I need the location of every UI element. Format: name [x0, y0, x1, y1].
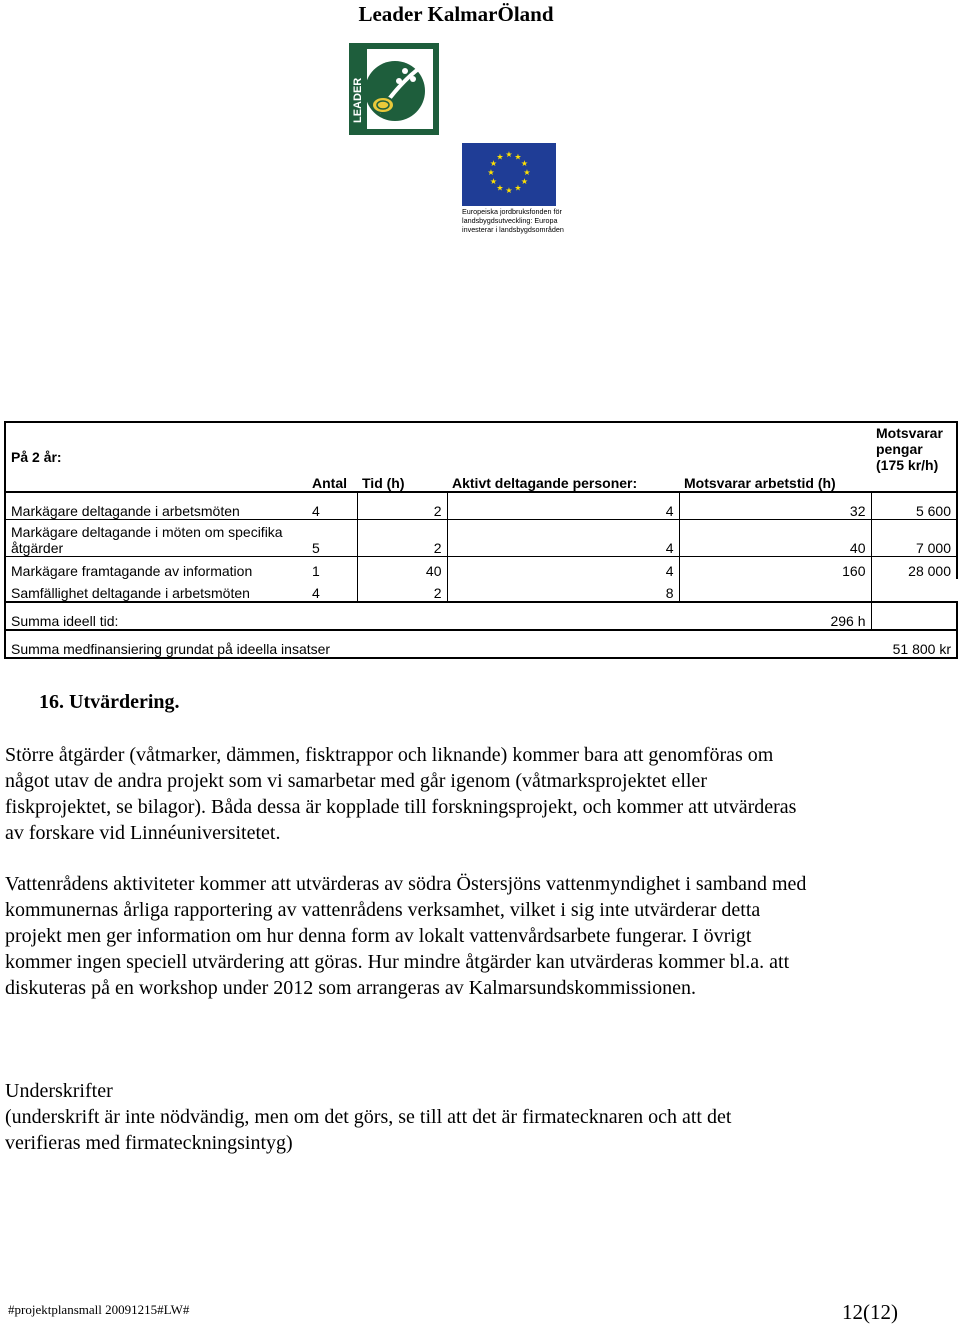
- table-header-row: [5, 422, 957, 492]
- header-tid: Tid (h): [357, 422, 447, 492]
- eu-flag-icon: [462, 143, 556, 206]
- row-label: Markägare deltagande i arbetsmöten: [5, 492, 307, 520]
- header-deltagande: Aktivt deltagande personer:: [447, 422, 679, 492]
- cell-pengar: 5 600: [871, 492, 957, 520]
- table-row: [5, 492, 957, 520]
- leader-logo-text: LEADER: [352, 77, 364, 123]
- eu-caption-line: investerar i landsbygdsområden: [462, 224, 564, 234]
- svg-text:★: ★: [520, 177, 529, 186]
- cell-deltagande: 4: [447, 520, 679, 557]
- text-line: av forskare vid Linnéuniversitetet.: [5, 822, 281, 844]
- svg-text:★: ★: [496, 183, 504, 193]
- text-line: verifieras med firmateckningsintyg): [5, 1132, 293, 1154]
- svg-text:★: ★: [487, 168, 495, 177]
- text-line: fiskprojektet, se bilagor). Båda dessa är kopplade till forskningsprojekt, och kommer att utvärderas: [5, 796, 797, 818]
- eu-caption-line: landsbygdsutveckling: Europa: [462, 215, 558, 225]
- text-line: kommunernas årliga rapportering av vattenrådens verksamhet, vilket i sig inte utvärderar detta: [5, 899, 761, 921]
- cell-arbetstid: 32: [679, 492, 871, 520]
- table-row: [5, 579, 957, 602]
- header-period: På 2 år:: [5, 422, 307, 492]
- sum-financing-row: [5, 630, 957, 658]
- eu-caption-line: Europeiska jordbruksfonden för: [462, 207, 562, 216]
- sum-financing-label: Summa medfinansiering grundat på ideella insatser: [5, 630, 871, 658]
- sum-financing-value: 51 800 kr: [871, 630, 957, 658]
- svg-text:★: ★: [496, 152, 504, 162]
- text-line: (underskrift är inte nödvändig, men om det görs, se till att det är firmatecknaren och att det: [5, 1106, 732, 1128]
- cell-deltagande: 4: [447, 492, 679, 520]
- cell-tid: 2: [357, 520, 447, 557]
- text-line: något utav de andra projekt som vi samarbetar med går igenom (våtmarksprojektet eller: [5, 770, 707, 792]
- cell-arbetstid: 40: [679, 520, 871, 557]
- row-label: Markägare deltagande i möten om specifika åtgärder: [5, 520, 307, 557]
- svg-text:★: ★: [514, 152, 522, 162]
- text-line: projekt men ger information om hur denna form av lokalt vattenvårdsarbete fungerar. I övrigt: [5, 925, 752, 947]
- cell-antal: 4: [307, 579, 357, 602]
- section-heading: 16. Utvärdering.: [39, 691, 180, 713]
- cell-deltagande: 4: [447, 557, 679, 580]
- cell-tid: 2: [357, 492, 447, 520]
- signatures-section: [5, 1078, 935, 1156]
- svg-text:★: ★: [505, 150, 513, 159]
- evaluation-paragraph-2: [5, 871, 935, 1001]
- budget-table: [4, 421, 958, 659]
- sum-ideal-row: [5, 602, 957, 630]
- cell-arbetstid: [679, 579, 871, 602]
- leader-logo: [349, 43, 439, 135]
- row-label: Markägare framtagande av information: [5, 557, 307, 580]
- page-number: 12(12): [842, 1300, 898, 1324]
- header-pengar: Motsvarar pengar (175 kr/h): [871, 422, 957, 492]
- table-row: [5, 520, 957, 557]
- text-line: kommer ingen speciell utvärdering att göras. Hur mindre åtgärder kan utvärderas kommer bl.a. att: [5, 951, 790, 973]
- text-line: diskuteras på en workshop under 2012 som arrangeras av Kalmarsundskommissionen.: [5, 977, 696, 999]
- svg-text:★: ★: [520, 159, 529, 168]
- cell-pengar: 7 000: [871, 520, 957, 557]
- svg-text:★: ★: [489, 159, 498, 168]
- header-antal: Antal: [307, 422, 357, 492]
- cell-antal: 1: [307, 557, 357, 580]
- eu-fund-caption: [462, 208, 572, 234]
- svg-text:★: ★: [505, 186, 513, 195]
- signatures-heading: Underskrifter: [5, 1080, 113, 1102]
- text-line: Större åtgärder (våtmarker, dämmen, fisktrappor och liknande) kommer bara att genomföras om: [5, 744, 774, 766]
- footer-reference: #projektplansmall 20091215#LW#: [8, 1302, 190, 1317]
- row-label: Samfällighet deltagande i arbetsmöten: [5, 579, 307, 602]
- cell-antal: 4: [307, 492, 357, 520]
- cell-tid: 40: [357, 557, 447, 580]
- cell-tid: 2: [357, 579, 447, 602]
- cell-deltagande: 8: [447, 579, 679, 602]
- cell-pengar: [871, 579, 957, 602]
- svg-text:★: ★: [523, 168, 531, 177]
- cell-arbetstid: 160: [679, 557, 871, 580]
- sum-ideal-value: 296 h: [679, 602, 871, 630]
- svg-text:★: ★: [514, 183, 522, 193]
- evaluation-paragraph-1: [5, 742, 935, 846]
- svg-text:★: ★: [489, 177, 498, 186]
- text-line: Vattenrådens aktiviteter kommer att utvärderas av södra Östersjöns vattenmyndighet i samband med: [5, 873, 807, 895]
- sum-ideal-label: Summa ideell tid:: [5, 602, 679, 630]
- table-row: [5, 557, 957, 580]
- cell-antal: 5: [307, 520, 357, 557]
- header-arbetstid: Motsvarar arbetstid (h): [679, 422, 871, 492]
- cell-pengar: 28 000: [871, 557, 957, 580]
- document-title: Leader KalmarÖland: [358, 2, 554, 26]
